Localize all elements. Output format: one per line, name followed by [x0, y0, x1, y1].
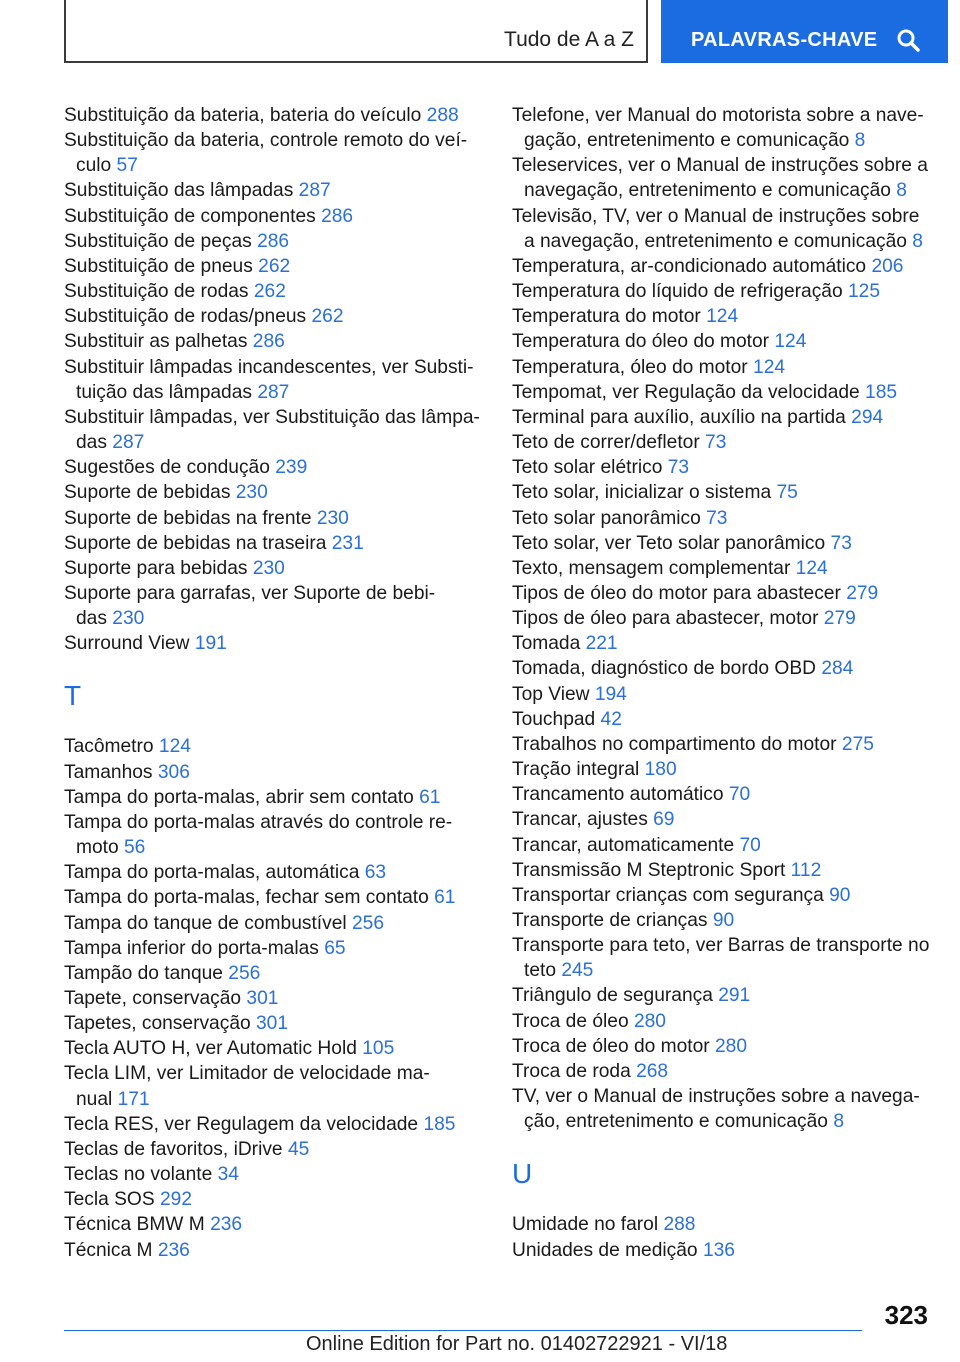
- page-reference-link[interactable]: 280: [633, 1010, 666, 1032]
- page-reference-link[interactable]: 287: [298, 180, 331, 202]
- page-reference-link[interactable]: 256: [352, 912, 385, 934]
- index-entry-text: Tacômetro: [64, 736, 159, 758]
- index-entry-text: Substituir as palhetas: [64, 331, 253, 353]
- page-reference-link[interactable]: 287: [112, 432, 145, 454]
- index-entry-text: Tamanhos: [64, 761, 158, 783]
- index-entry-text: Teto solar, ver Teto solar panorâmico: [512, 532, 831, 554]
- index-entry: [64, 229, 484, 254]
- index-entry-text: Tampa do porta-malas através do controle re-: [64, 811, 453, 833]
- page-reference-link[interactable]: 63: [364, 862, 387, 884]
- page-reference-link[interactable]: 262: [258, 255, 291, 277]
- index-entry: [512, 631, 932, 656]
- index-entry-text: Transmissão M Steptronic Sport: [512, 859, 791, 881]
- page-reference-link[interactable]: 206: [871, 255, 904, 277]
- page-reference-link[interactable]: 45: [287, 1138, 310, 1160]
- index-entry: [512, 1084, 932, 1134]
- page-reference-link[interactable]: 236: [210, 1214, 243, 1236]
- index-entry: [64, 178, 484, 203]
- index-entry: [64, 455, 484, 480]
- index-entry-text: teto: [524, 960, 562, 982]
- index-entry: [512, 1212, 932, 1237]
- section-letter: T: [64, 680, 82, 712]
- page-reference-link[interactable]: 180: [644, 759, 677, 781]
- index-entry: [64, 254, 484, 279]
- page-reference-link[interactable]: 124: [795, 557, 828, 579]
- index-entry: [64, 128, 484, 178]
- page-reference-link[interactable]: 230: [112, 608, 145, 630]
- index-entry-text: Sugestões de condução: [64, 457, 276, 479]
- index-entry-text: moto: [76, 837, 124, 859]
- index-entry: [64, 961, 484, 986]
- page-reference-link[interactable]: 239: [275, 457, 308, 479]
- page-reference-link[interactable]: 279: [846, 582, 879, 604]
- index-entry: [512, 983, 932, 1008]
- index-entry-text: Suporte de bebidas na frente: [64, 507, 317, 529]
- index-entry: [512, 908, 932, 933]
- index-entry: [512, 883, 932, 908]
- page-reference-link[interactable]: 136: [702, 1239, 735, 1261]
- page-reference-link[interactable]: 279: [823, 608, 856, 630]
- index-entry: [512, 732, 932, 757]
- index-entry: [64, 1238, 484, 1263]
- page-reference-link[interactable]: 191: [194, 633, 227, 655]
- page-reference-link[interactable]: 171: [117, 1088, 150, 1110]
- page-reference-link[interactable]: 230: [235, 482, 268, 504]
- index-entry: [64, 1112, 484, 1137]
- index-entry-text: Tampa do porta-malas, abrir sem contato: [64, 786, 420, 808]
- index-entry: [64, 986, 484, 1011]
- page-reference-link[interactable]: 288: [663, 1214, 696, 1236]
- index-entry-text: Substituir lâmpadas, ver Substituição das lâmpa-: [64, 406, 480, 428]
- page-reference-link[interactable]: 73: [705, 432, 727, 454]
- page-reference-link[interactable]: 286: [252, 331, 285, 353]
- index-entry-text: Temperatura, óleo do motor: [512, 356, 754, 378]
- page-reference-link[interactable]: 275: [841, 733, 874, 755]
- index-entry: [512, 279, 932, 304]
- page-reference-link[interactable]: 306: [157, 761, 190, 783]
- index-entry-text: gação, entretenimento e comunicação: [524, 130, 855, 152]
- index-entry: [64, 1011, 484, 1036]
- index-entry-text: Suporte para bebidas: [64, 557, 253, 579]
- index-entry-text: Teto de correr/defletor: [512, 432, 706, 454]
- page-reference-link[interactable]: 185: [865, 381, 898, 403]
- index-entry: [512, 455, 932, 480]
- page-reference-link[interactable]: 73: [706, 507, 728, 529]
- footer-divider: [64, 1330, 862, 1331]
- index-entry: [512, 556, 932, 581]
- index-entry: [64, 734, 484, 759]
- index-entry: [512, 380, 932, 405]
- page-reference-link[interactable]: 262: [311, 306, 344, 328]
- index-entry-text: Tomada: [512, 633, 586, 655]
- page-reference-link[interactable]: 287: [257, 381, 290, 403]
- page-reference-link[interactable]: 280: [715, 1035, 748, 1057]
- index-entry-text: Tapete, conservação: [64, 988, 247, 1009]
- index-entry-text: Suporte para garrafas, ver Suporte de bebi-: [64, 582, 436, 604]
- index-entry-text: Tempomat, ver Regulação da velocidade: [512, 381, 866, 403]
- index-entry-text: tuição das lâmpadas: [76, 381, 258, 403]
- page-reference-link[interactable]: 284: [821, 658, 854, 680]
- index-entry: [64, 785, 484, 810]
- index-entry: [64, 760, 484, 785]
- search-icon: [896, 28, 920, 52]
- index-entry-text: Tecla SOS: [64, 1189, 160, 1211]
- index-entry-text: TV, ver o Manual de instruções sobre a navega-: [512, 1086, 920, 1108]
- index-entry: [64, 860, 484, 885]
- page-reference-link[interactable]: 194: [594, 683, 627, 705]
- index-entry-text: Texto, mensagem complementar: [512, 557, 796, 579]
- index-entry: [64, 355, 484, 405]
- index-entry: [64, 405, 484, 455]
- index-entry: [64, 1137, 484, 1162]
- page-reference-link[interactable]: 286: [257, 230, 290, 252]
- index-entry-text: Trancar, automaticamente: [512, 834, 740, 856]
- index-entry-text: Tecla LIM, ver Limitador de velocidade ma-: [64, 1063, 430, 1085]
- index-entry-text: das: [76, 608, 113, 630]
- page-reference-link[interactable]: 185: [423, 1113, 456, 1135]
- index-entry-text: Tampa do porta-malas, automática: [64, 862, 365, 884]
- index-entry-text: Tomada, diagnóstico de bordo OBD: [512, 658, 822, 680]
- index-entry: [64, 480, 484, 505]
- page-reference-link[interactable]: 256: [228, 962, 261, 984]
- index-entry-text: Troca de óleo do motor: [512, 1035, 715, 1057]
- index-entry-text: Temperatura do líquido de refrigeração: [512, 281, 848, 303]
- page-reference-link[interactable]: 236: [157, 1239, 190, 1261]
- index-entry: [512, 833, 932, 858]
- index-entry: [512, 254, 932, 279]
- index-entry: [64, 103, 484, 128]
- index-entry: [512, 682, 932, 707]
- index-entry-text: Técnica BMW M: [64, 1214, 211, 1236]
- index-entry-text: Temperatura, ar-condicionado automático: [512, 255, 872, 277]
- index-entry: [64, 1036, 484, 1061]
- index-entry-text: Umidade no farol: [512, 1214, 664, 1236]
- index-entry: [64, 936, 484, 961]
- index-entry-text: Substituir lâmpadas incandescentes, ver Substi-: [64, 356, 474, 378]
- index-entry-text: Teclas de favoritos, iDrive: [64, 1138, 288, 1160]
- index-entry-text: Temperatura do óleo do motor: [512, 331, 775, 353]
- index-entry: [512, 707, 932, 732]
- index-column-right: [512, 103, 932, 1263]
- index-entry-text: Tampa do tanque de combustível: [64, 912, 352, 934]
- page-reference-link[interactable]: 8: [833, 1111, 844, 1133]
- index-entry: [64, 885, 484, 910]
- index-entry-text: Substituição de pneus: [64, 255, 259, 277]
- page-reference-link[interactable]: 75: [776, 482, 798, 504]
- index-entry-text: Tipos de óleo do motor para abastecer: [512, 582, 847, 604]
- index-entry-text: Suporte de bebidas: [64, 482, 236, 504]
- index-entry: [64, 329, 484, 354]
- index-entry: [512, 807, 932, 832]
- index-entry: [512, 430, 932, 455]
- index-entry: [64, 204, 484, 229]
- index-entry: [512, 858, 932, 883]
- index-entry-text: navegação, entretenimento e comunicação: [524, 180, 897, 202]
- index-entry: [64, 304, 484, 329]
- index-entry-text: Substituição de rodas: [64, 281, 254, 303]
- index-entry-text: Tração integral: [512, 759, 645, 781]
- index-entry-text: Tampa inferior do porta-malas: [64, 937, 325, 959]
- page-reference-link[interactable]: 125: [847, 281, 880, 303]
- index-entry-text: Trabalhos no compartimento do motor: [512, 733, 842, 755]
- page-reference-link[interactable]: 69: [653, 809, 675, 831]
- index-entry: [64, 1187, 484, 1212]
- index-entry-text: Teto solar elétrico: [512, 457, 668, 479]
- page-reference-link[interactable]: 73: [667, 457, 690, 479]
- page-reference-link[interactable]: 230: [316, 507, 349, 529]
- page-reference-link[interactable]: 221: [585, 633, 618, 655]
- index-entry-text: Teclas no volante: [64, 1164, 218, 1186]
- page-reference-link[interactable]: 8: [854, 130, 866, 152]
- page-reference-link[interactable]: 61: [419, 786, 441, 808]
- page-reference-link[interactable]: 230: [252, 557, 285, 579]
- index-entry-text: Tecla RES, ver Regulagem da velocidade: [64, 1113, 424, 1135]
- index-entry: [512, 757, 932, 782]
- index-entry: [512, 1034, 932, 1059]
- page-reference-link[interactable]: 73: [830, 532, 852, 554]
- page-reference-link[interactable]: 8: [896, 180, 907, 202]
- index-entry-text: Temperatura do motor: [512, 306, 707, 328]
- index-entry-text: Telefone, ver Manual do motorista sobre a nave-: [512, 105, 924, 126]
- page-reference-link[interactable]: 268: [636, 1060, 669, 1082]
- index-entry-text: Top View: [512, 683, 595, 705]
- index-entry-text: Substituição de componentes: [64, 205, 322, 227]
- index-entry-text: Substituição de rodas/pneus: [64, 306, 312, 328]
- index-entry: [512, 405, 932, 430]
- index-entry-text: a navegação, entretenimento e comunicação: [524, 230, 913, 252]
- index-entry-text: nual: [76, 1088, 118, 1110]
- index-entry: [512, 1238, 932, 1263]
- index-entry-text: Teleservices, ver o Manual de instruções sobre a: [512, 155, 928, 177]
- index-entry-text: Substituição de peças: [64, 230, 258, 252]
- index-entry-text: Troca de roda: [512, 1060, 637, 1082]
- page-reference-link[interactable]: 57: [116, 155, 138, 177]
- index-entry: [64, 911, 484, 936]
- index-column-left: [64, 103, 484, 1263]
- page-reference-link[interactable]: 231: [331, 532, 364, 554]
- index-entry-text: Substituição das lâmpadas: [64, 180, 299, 202]
- index-entry-text: Triângulo de segurança: [512, 985, 719, 1007]
- index-entry-text: Substituição da bateria, controle remoto do veí-: [64, 130, 468, 152]
- index-entry: [64, 1061, 484, 1111]
- index-entry: [64, 1162, 484, 1187]
- index-entry: [64, 506, 484, 531]
- index-entry-text: Terminal para auxílio, auxílio na partida: [512, 406, 852, 428]
- index-entry: [64, 279, 484, 304]
- index-entry: [64, 531, 484, 556]
- page-reference-link[interactable]: 90: [712, 910, 735, 931]
- keywords-tab[interactable]: [661, 0, 948, 63]
- footer-edition: Online Edition for Part no. 01402722921 - VI/18: [306, 1333, 728, 1355]
- index-entry: [64, 810, 484, 860]
- index-entry: [512, 1059, 932, 1084]
- keywords-tab-label: PALAVRAS-CHAVE: [691, 29, 878, 51]
- index-entry-text: Substituição da bateria, bateria do veículo: [64, 105, 427, 126]
- page-reference-link[interactable]: 90: [829, 884, 851, 906]
- page-reference-link[interactable]: 301: [256, 1013, 289, 1035]
- index-entry: [64, 631, 484, 656]
- page-reference-link[interactable]: 105: [362, 1038, 395, 1060]
- index-entry: [512, 606, 932, 631]
- page-reference-link[interactable]: 124: [706, 306, 739, 328]
- page-reference-link[interactable]: 112: [790, 859, 822, 881]
- index-entry: [512, 204, 932, 254]
- page-reference-link[interactable]: 262: [253, 281, 286, 303]
- page-reference-link[interactable]: 124: [753, 356, 786, 378]
- index-entry-text: Trancar, ajustes: [512, 809, 654, 831]
- index-entry: [64, 556, 484, 581]
- index-entry-text: ção, entretenimento e comunicação: [524, 1111, 834, 1133]
- index-entry-text: Troca de óleo: [512, 1010, 634, 1032]
- page-reference-link[interactable]: 42: [600, 708, 622, 730]
- page-reference-link[interactable]: 288: [426, 105, 459, 126]
- index-entry: [512, 1009, 932, 1034]
- index-entry: [512, 480, 932, 505]
- page-reference-link[interactable]: 34: [217, 1164, 239, 1186]
- index-entry-text: Tapetes, conservação: [64, 1013, 256, 1035]
- page-reference-link[interactable]: 291: [718, 985, 751, 1007]
- page-reference-link[interactable]: 286: [321, 205, 354, 227]
- header-title-box: [64, 0, 648, 63]
- index-entry-text: Unidades de medição: [512, 1239, 703, 1261]
- index-entry: [64, 1212, 484, 1237]
- index-entry: [512, 103, 932, 153]
- page-reference-link[interactable]: 70: [728, 784, 751, 806]
- index-entry: [512, 782, 932, 807]
- page-reference-link[interactable]: 301: [246, 988, 279, 1009]
- index-entry: [512, 355, 932, 380]
- index-entry-text: Trancamento automático: [512, 784, 729, 806]
- index-entry: [512, 656, 932, 681]
- page-reference-link[interactable]: 124: [158, 736, 191, 758]
- index-entry-text: Transportar crianças com segurança: [512, 884, 830, 906]
- index-entry-text: Tampão do tanque: [64, 962, 229, 984]
- index-entry-text: Touchpad: [512, 708, 601, 730]
- index-entry: [512, 933, 932, 983]
- index-entry-text: culo: [76, 155, 117, 177]
- index-entry: [64, 581, 484, 631]
- page-reference-link[interactable]: 124: [774, 331, 807, 353]
- page-number: 323: [884, 1300, 928, 1330]
- index-entry-text: das: [76, 432, 113, 454]
- page-reference-link[interactable]: 70: [739, 834, 761, 856]
- index-entry-text: Suporte de bebidas na traseira: [64, 532, 332, 554]
- index-entry-text: Teto solar, inicializar o sistema: [512, 482, 777, 504]
- index-entry-text: Tecla AUTO H, ver Automatic Hold: [64, 1038, 363, 1060]
- index-entry-text: Surround View: [64, 633, 195, 655]
- index-entry: [512, 153, 932, 203]
- page-reference-link[interactable]: 61: [434, 887, 456, 909]
- index-entry: [512, 506, 932, 531]
- index-entry-text: Teto solar panorâmico: [512, 507, 707, 529]
- page-reference-link[interactable]: 292: [159, 1189, 192, 1211]
- index-entry-text: Transporte para teto, ver Barras de transporte no: [512, 935, 930, 957]
- page-reference-link[interactable]: 8: [912, 230, 923, 252]
- page-reference-link[interactable]: 245: [561, 960, 594, 982]
- index-entry: [512, 531, 932, 556]
- index-entry-text: Técnica M: [64, 1239, 158, 1261]
- index-entry-text: Transporte de crianças: [512, 910, 713, 931]
- index-entry: [512, 304, 932, 329]
- index-entry: [512, 329, 932, 354]
- page-reference-link[interactable]: 56: [124, 837, 146, 859]
- page-reference-link[interactable]: 65: [324, 937, 346, 959]
- chapter-title: Tudo de A a Z: [504, 28, 634, 51]
- page-reference-link[interactable]: 294: [851, 406, 884, 428]
- section-letter: U: [512, 1158, 533, 1190]
- index-entry: [512, 581, 932, 606]
- index-entry-text: Tampa do porta-malas, fechar sem contato: [64, 887, 435, 909]
- index-entry-text: Televisão, TV, ver o Manual de instruções sobre: [512, 205, 920, 227]
- index-entry-text: Tipos de óleo para abastecer, motor: [512, 608, 824, 630]
